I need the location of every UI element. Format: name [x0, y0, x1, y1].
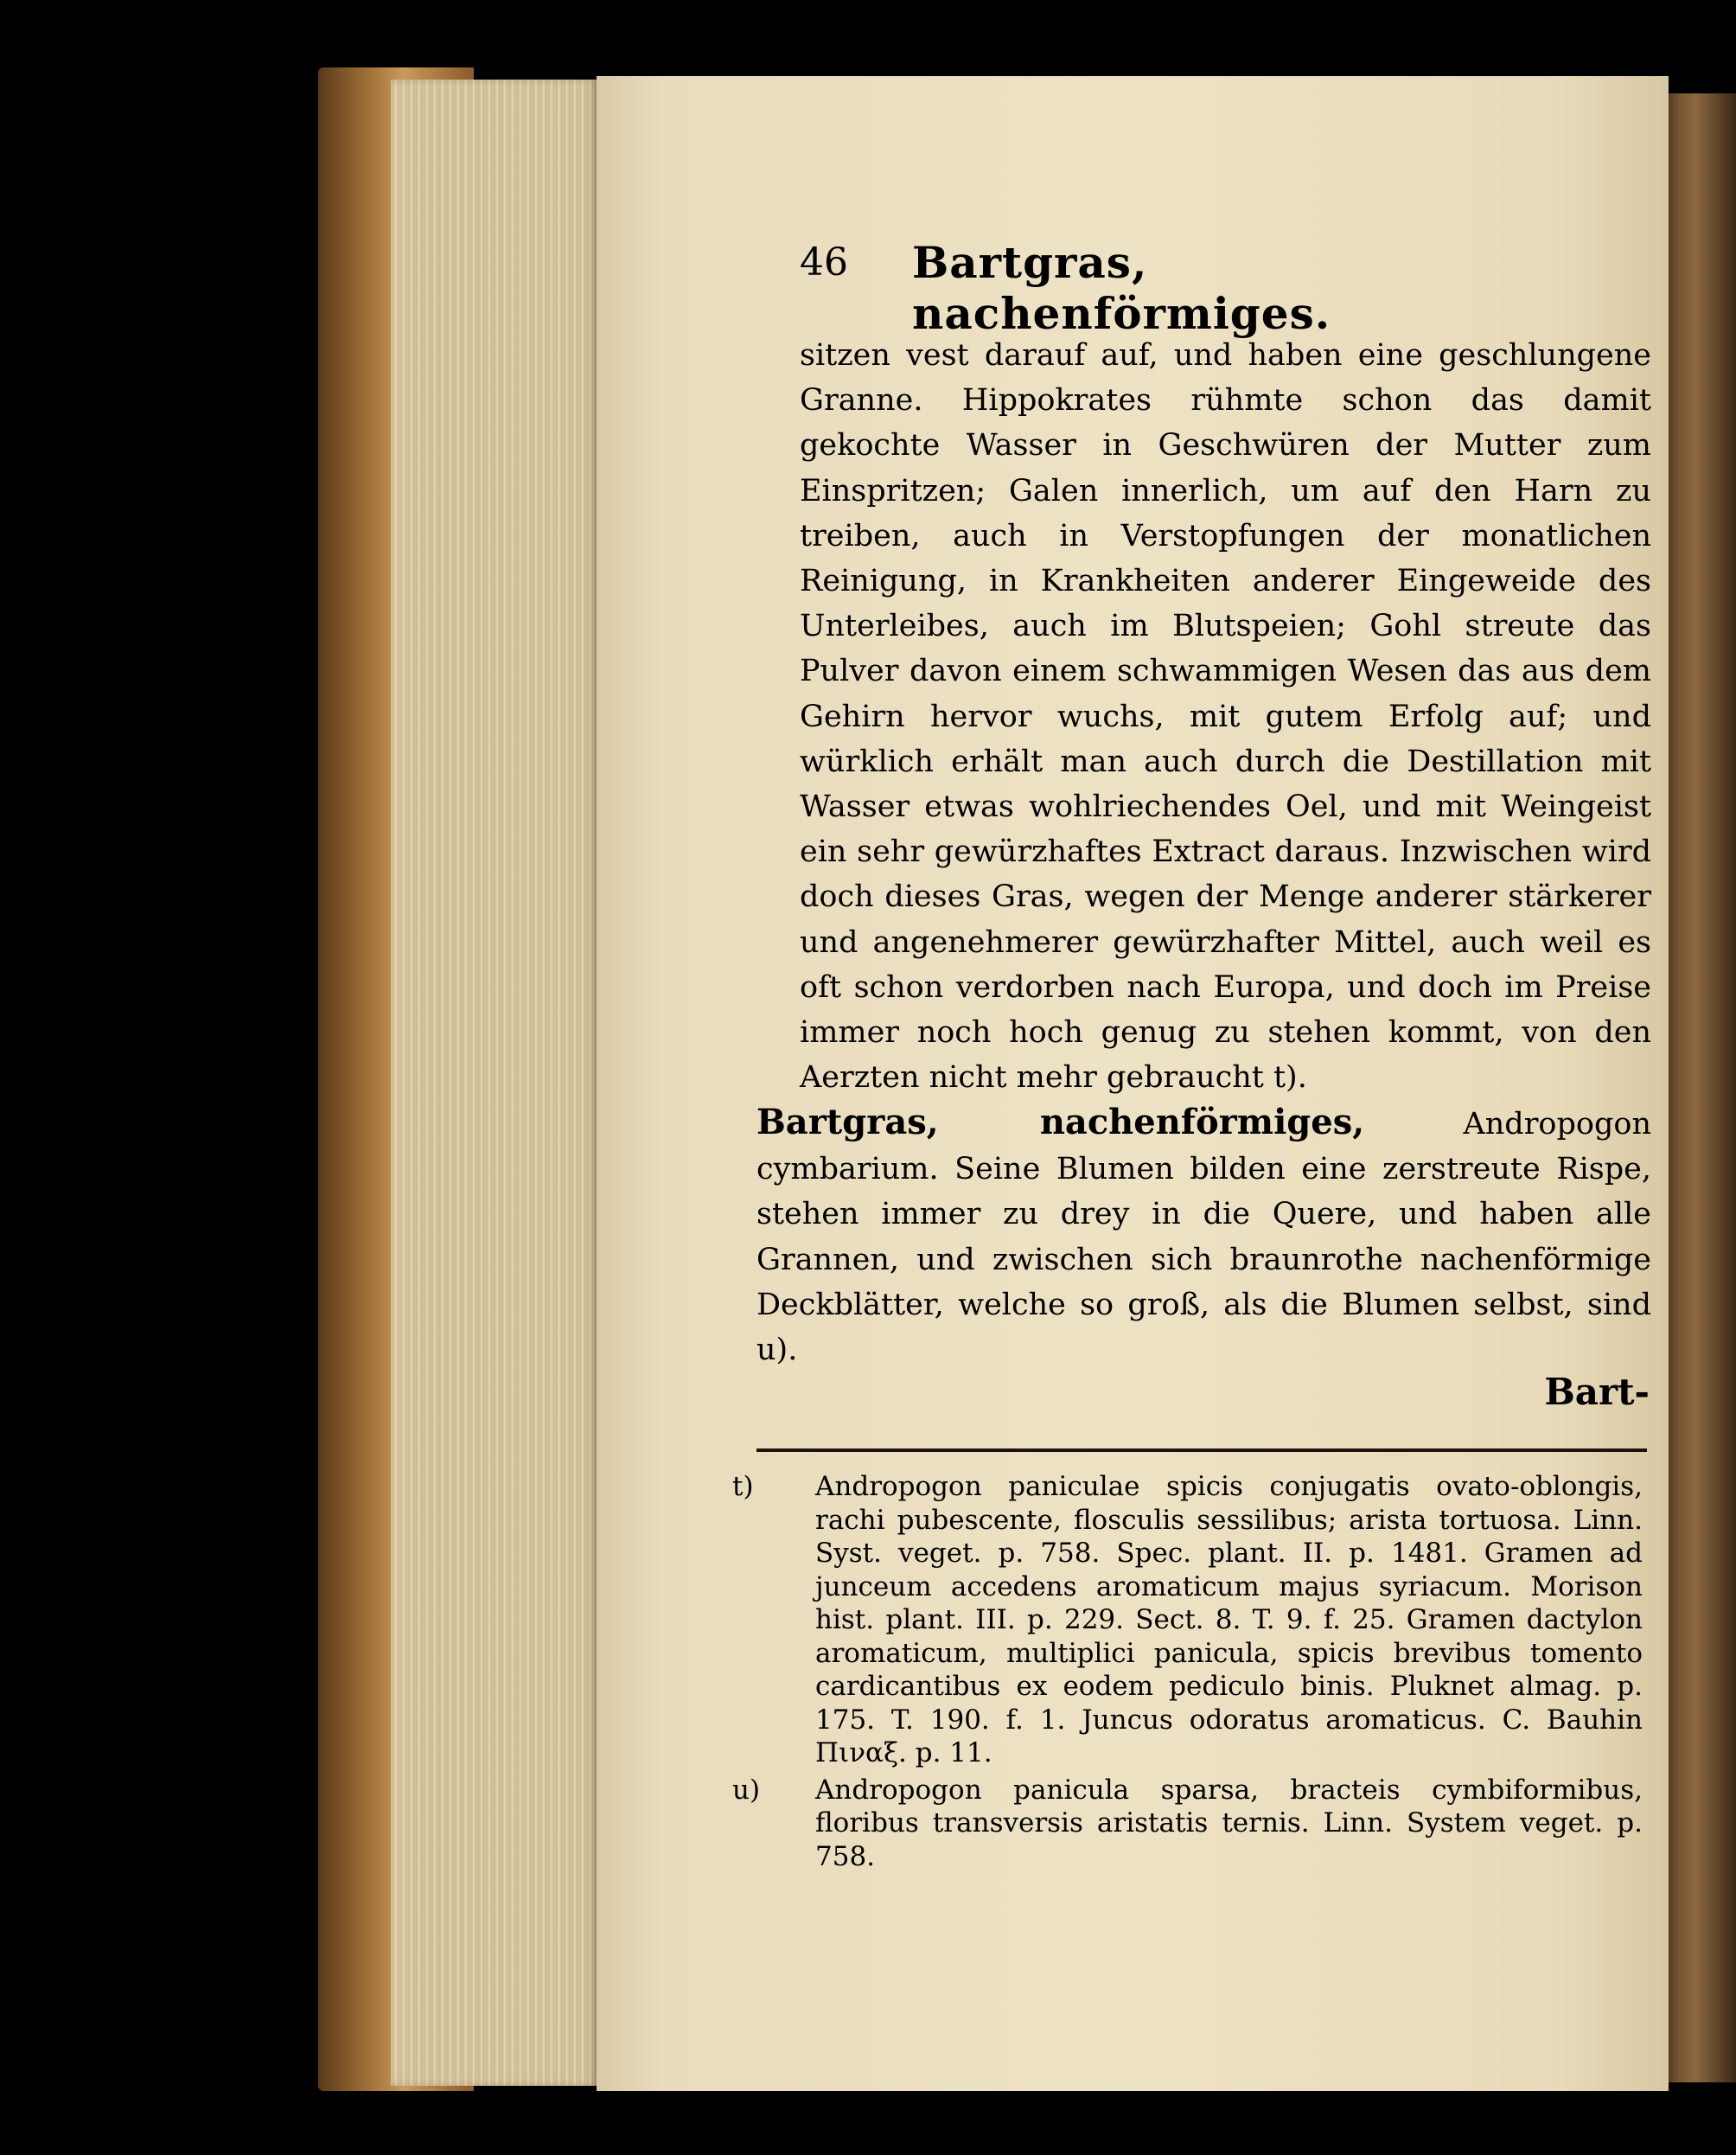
running-title: Bartgras, nachenförmiges.: [912, 237, 1331, 339]
page-number: 46: [800, 240, 848, 285]
footnote-divider: [756, 1448, 1647, 1452]
facing-page-edge: [1669, 93, 1736, 2082]
footnote-text: Andropogon paniculae spicis conjugatis ovato-oblongis, rachi pubescente, flosculis sessilibus; arista tortuosa. Linn. Syst. veget. p. 758. Spec. plant. II. p. 1481. Gramen ad junceum accedens aromaticum majus syriacum. Morison hist. plant. III. p. 229. Sect. 8. T. 9. f. 25. Gramen dactylon aromaticum, multiplici panicula, spicis brevibus tomento cardicantibus ex eodem pediculo binis. Pluknet almag. p. 175. T. 190. f. 1. Juncus odoratus aromaticus. C. Bauhin Πιναξ. p. 11.: [815, 1471, 1643, 1768]
body-paragraph: sitzen vest darauf auf, und haben eine geschlungene Granne. Hippokrates rühmte schon das damit gekochte Wasser in Geschwüren der Mutter zum Einspritzen; Galen innerlich, um auf den Harn zu treiben, auch in Verstopfungen der monatlichen Reinigung, in Krankheiten anderer Eingeweide des Unterleibes, auch im Blutspeien; Gohl streute das Pulver davon einem schwammigen Wesen das aus dem Gehirn hervor wuchs, mit gutem Erfolg auf; und würklich erhält man auch durch die Destillation mit Wasser etwas wohlriechendes Oel, und mit Weingeist ein sehr gewürzhaftes Extract daraus. Inzwischen wird doch dieses Gras, wegen der Menge anderer stärkerer und angenehmerer gewürzhafter Mittel, auch weil es oft schon verdorben nach Europa, und doch im Preise immer noch hoch genug zu stehen kommt, von den Aerzten nicht mehr gebraucht t).: [800, 338, 1651, 1096]
catchword: Bart-: [1544, 1371, 1650, 1413]
footnote-text: Andropogon panicula sparsa, bracteis cymbiformibus, floribus transversis aristatis ternis. Linn. System veget. p. 758.: [815, 1774, 1643, 1872]
entry-text: Andropogon cymbarium. Seine Blumen bilden eine zerstreute Rispe, stehen immer zu drey in die Quere, und haben alle Grannen, und zwischen sich braunrothe nachenförmige Deckblätter, welche so groß, als die Blumen selbst, sind u).: [756, 1107, 1651, 1368]
page-stack-edges: [391, 80, 607, 2086]
main-text: [800, 333, 1651, 1100]
footnote: [732, 1774, 1643, 1874]
footnote-marker: t): [732, 1471, 754, 1502]
page-header: [800, 237, 1578, 339]
footnote-marker: u): [732, 1774, 761, 1806]
entry-title: Bartgras, nachenförmiges,: [756, 1102, 1365, 1142]
dictionary-entry: [756, 1100, 1651, 1372]
footnotes: [732, 1470, 1643, 1877]
footnote: [732, 1470, 1643, 1770]
